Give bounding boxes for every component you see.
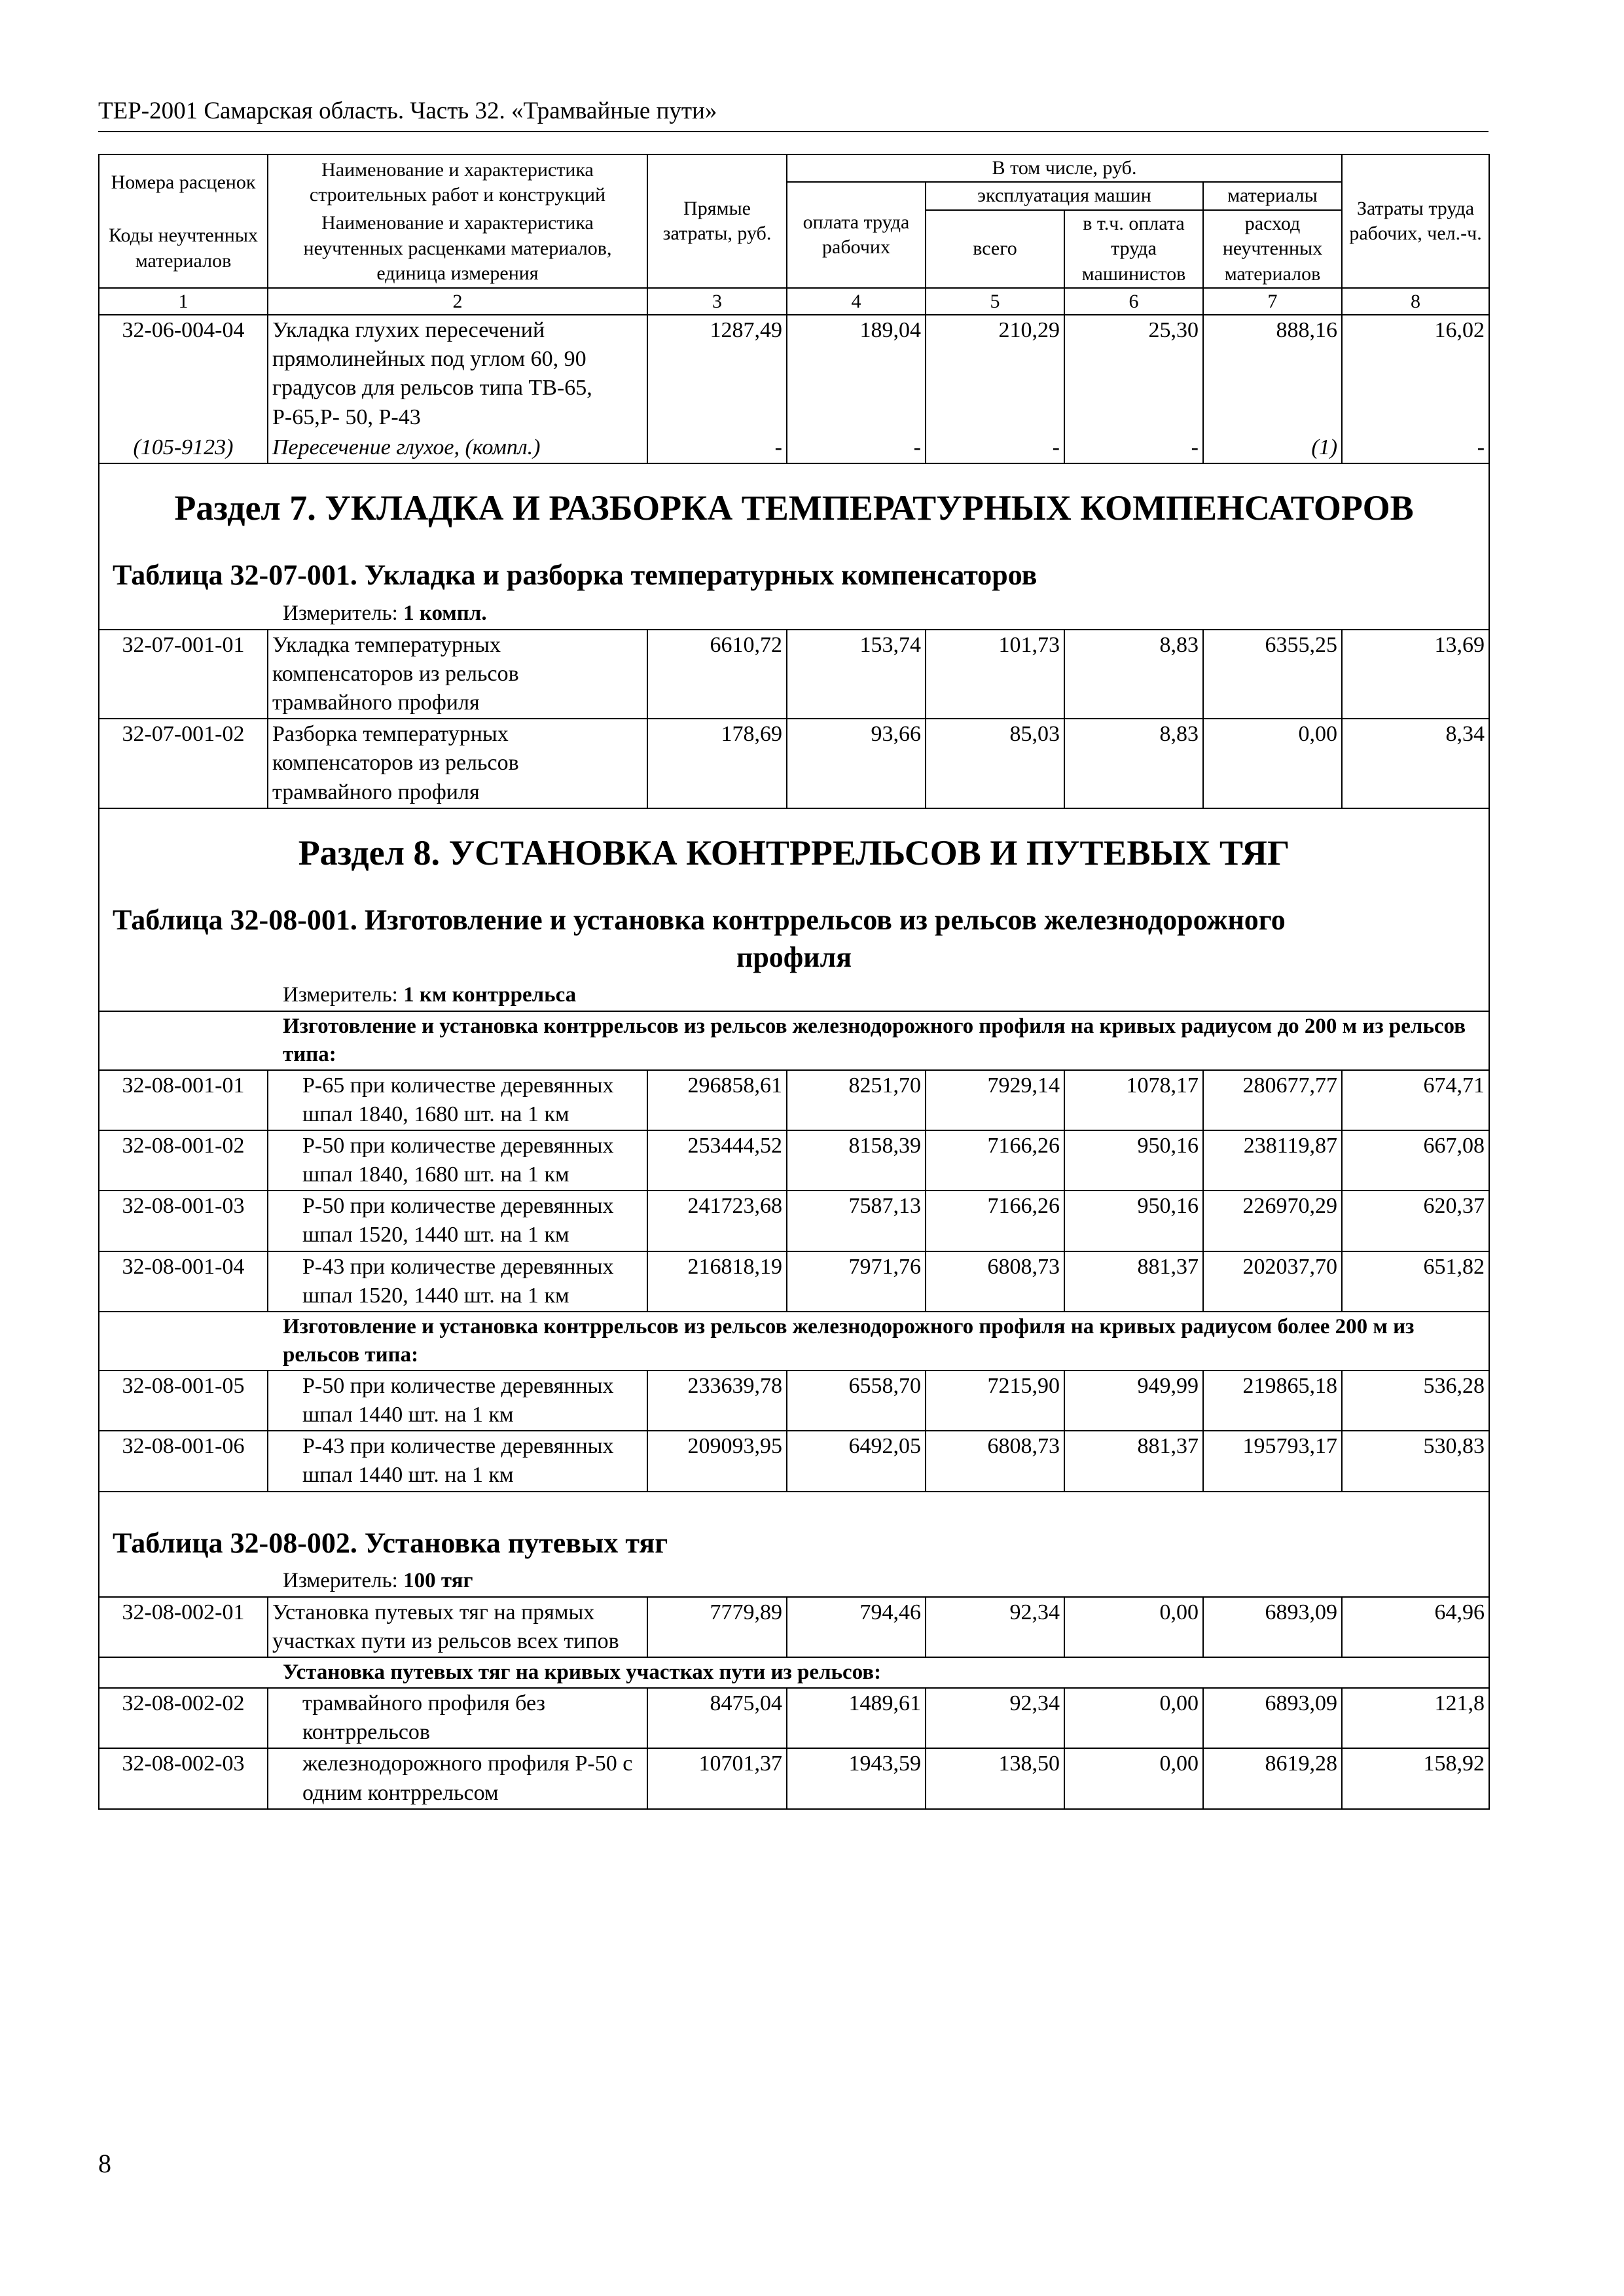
row-value: 949,99 xyxy=(1064,1371,1203,1431)
row-name: Р-43 при количестве деревянных шпал 1440 шт. на 1 км xyxy=(268,1431,647,1491)
row-value: 6808,73 xyxy=(926,1251,1064,1312)
row-name: трамвайного профиля без контррельсов xyxy=(268,1688,647,1748)
col-head-materials: материалы xyxy=(1203,182,1342,209)
col-head-direct-costs: Прямые затраты, руб. xyxy=(647,154,787,288)
table-title-line1: Таблица 32-08-001. Изготовление и установка контррельсов из рельсов железнодорожного xyxy=(113,904,1286,937)
row-value: 101,73 xyxy=(926,630,1064,719)
row-value: 296858,61 xyxy=(647,1070,787,1130)
measure-row xyxy=(99,598,1489,630)
row-value: 8619,28 xyxy=(1203,1748,1342,1808)
col-num-5: 5 xyxy=(926,288,1064,315)
col-head-name-top: Наименование и характеристика строительных работ и конструкций xyxy=(268,154,647,210)
row-value: 6355,25 xyxy=(1203,630,1342,719)
col-num-6: 6 xyxy=(1064,288,1203,315)
row-value: 238119,87 xyxy=(1203,1130,1342,1191)
col-head-including: В том числе, руб. xyxy=(787,154,1342,182)
row-value: 64,96 xyxy=(1342,1597,1489,1657)
row-value: 92,34 xyxy=(926,1597,1064,1657)
measure-label: Измеритель: xyxy=(283,1568,398,1592)
table-row xyxy=(99,1748,1489,1808)
table-row xyxy=(99,1597,1489,1657)
row-value: 8,83 xyxy=(1064,719,1203,808)
row-value: 233639,78 xyxy=(647,1371,787,1431)
row-value: 8,83 xyxy=(1064,630,1203,719)
row-value: 1943,59 xyxy=(787,1748,926,1808)
row-value: 92,34 xyxy=(926,1688,1064,1748)
row-code: 32-08-001-02 xyxy=(99,1130,268,1191)
group-header: Изготовление и установка контррельсов из рельсов железнодорожного профиля на кривых радиусом до 200 м из рельсов типа: xyxy=(99,1011,1489,1070)
material-value: - xyxy=(647,433,787,463)
row-value: 620,37 xyxy=(1342,1191,1489,1251)
material-value: (1) xyxy=(1203,433,1342,463)
table-row xyxy=(99,719,1489,808)
row-value: 158,92 xyxy=(1342,1748,1489,1808)
row-value: 8475,04 xyxy=(647,1688,787,1748)
row-value: 7929,14 xyxy=(926,1070,1064,1130)
row-name: Р-50 при количестве деревянных шпал 1520, 1440 шт. на 1 км xyxy=(268,1191,647,1251)
header-rule xyxy=(98,131,1489,132)
row-name: Установка путевых тяг на прямых участках пути из рельсов всех типов xyxy=(268,1597,647,1657)
row-code: 32-08-001-05 xyxy=(99,1371,268,1431)
row-value: 6558,70 xyxy=(787,1371,926,1431)
material-code: (105-9123) xyxy=(99,433,268,463)
col-num-2: 2 xyxy=(268,288,647,315)
row-value: 209093,95 xyxy=(647,1431,787,1491)
row-code: 32-08-001-03 xyxy=(99,1191,268,1251)
running-header: ТЕР-2001 Самарская область. Часть 32. «Трамвайные пути» xyxy=(98,98,717,124)
row-code: 32-07-001-02 xyxy=(99,719,268,808)
row-name: Укладка температурных компенсаторов из рельсов трамвайного профиля xyxy=(268,630,647,719)
measure-row xyxy=(99,980,1489,1011)
measure-label: Измеритель: xyxy=(283,982,398,1007)
row-value: 881,37 xyxy=(1064,1251,1203,1312)
col-head-unaccounted-materials: расход неучтенных материалов xyxy=(1203,210,1342,288)
col-num-8: 8 xyxy=(1342,288,1489,315)
table-row xyxy=(99,1371,1489,1431)
row-value: 536,28 xyxy=(1342,1371,1489,1431)
row-value: 0,00 xyxy=(1064,1688,1203,1748)
measure-label: Измеритель: xyxy=(283,601,398,625)
row-value: 226970,29 xyxy=(1203,1191,1342,1251)
material-row xyxy=(99,433,1489,463)
row-value: 189,04 xyxy=(787,315,926,433)
row-value: 0,00 xyxy=(1064,1748,1203,1808)
row-value: 881,37 xyxy=(1064,1431,1203,1491)
row-name: Р-50 при количестве деревянных шпал 1440 шт. на 1 км xyxy=(268,1371,647,1431)
row-value: 530,83 xyxy=(1342,1431,1489,1491)
table-title-line2: профиля xyxy=(736,941,852,973)
col-head-operator-wages: в т.ч. оплата труда машинистов xyxy=(1064,210,1203,288)
row-name: Р-43 при количестве деревянных шпал 1520, 1440 шт. на 1 км xyxy=(268,1251,647,1312)
row-value: 7166,26 xyxy=(926,1130,1064,1191)
row-value: 651,82 xyxy=(1342,1251,1489,1312)
measure-row xyxy=(99,1566,1489,1597)
row-value: 7779,89 xyxy=(647,1597,787,1657)
table-row xyxy=(99,630,1489,719)
row-value: 0,00 xyxy=(1064,1597,1203,1657)
row-code: 32-08-001-04 xyxy=(99,1251,268,1312)
table-row xyxy=(99,1070,1489,1130)
col-num-3: 3 xyxy=(647,288,787,315)
row-name: Укладка глухих пересечений прямолинейных под углом 60, 90 градусов для рельсов типа ТВ-65, Р-65,Р- 50, Р-43 xyxy=(268,315,647,433)
table-row xyxy=(99,1191,1489,1251)
row-code: 32-08-002-02 xyxy=(99,1688,268,1748)
section-8-title: Раздел 8. УСТАНОВКА КОНТРРЕЛЬСОВ И ПУТЕВЫХ ТЯГ xyxy=(99,808,1489,897)
material-value: - xyxy=(926,433,1064,463)
row-value: 13,69 xyxy=(1342,630,1489,719)
row-value: 121,8 xyxy=(1342,1688,1489,1748)
row-value: 253444,52 xyxy=(647,1130,787,1191)
row-code: 32-06-004-04 xyxy=(99,315,268,433)
row-name: Разборка температурных компенсаторов из рельсов трамвайного профиля xyxy=(268,719,647,808)
material-value: - xyxy=(1064,433,1203,463)
row-value: 7971,76 xyxy=(787,1251,926,1312)
row-name: Р-65 при количестве деревянных шпал 1840, 1680 шт. на 1 км xyxy=(268,1070,647,1130)
row-value: 7166,26 xyxy=(926,1191,1064,1251)
material-value: - xyxy=(787,433,926,463)
row-value: 6808,73 xyxy=(926,1431,1064,1491)
col-head-machines: эксплуатация машин xyxy=(926,182,1203,209)
row-value: 667,08 xyxy=(1342,1130,1489,1191)
row-value: 794,46 xyxy=(787,1597,926,1657)
price-table xyxy=(98,154,1490,1810)
measure-value: 1 компл. xyxy=(403,601,487,625)
row-value: 210,29 xyxy=(926,315,1064,433)
row-value: 888,16 xyxy=(1203,315,1342,433)
row-value: 0,00 xyxy=(1203,719,1342,808)
col-num-7: 7 xyxy=(1203,288,1342,315)
row-value: 7587,13 xyxy=(787,1191,926,1251)
measure-value: 1 км контррельса xyxy=(403,982,577,1007)
row-value: 202037,70 xyxy=(1203,1251,1342,1312)
row-value: 25,30 xyxy=(1064,315,1203,433)
row-value: 178,69 xyxy=(647,719,787,808)
table-row xyxy=(99,1688,1489,1748)
table-row xyxy=(99,1431,1489,1491)
page-number: 8 xyxy=(98,2149,111,2178)
group-header: Изготовление и установка контррельсов из рельсов железнодорожного профиля на кривых радиусом более 200 м из рельсов типа: xyxy=(99,1312,1489,1371)
group-header: Установка путевых тяг на кривых участках пути из рельсов: xyxy=(99,1657,1489,1688)
row-code: 32-07-001-01 xyxy=(99,630,268,719)
row-value: 93,66 xyxy=(787,719,926,808)
table-32-08-002-title: Таблица 32-08-002. Установка путевых тяг xyxy=(99,1520,1489,1566)
row-value: 195793,17 xyxy=(1203,1431,1342,1491)
material-name: Пересечение глухое, (компл.) xyxy=(268,433,647,463)
col-head-codes-bottom: Коды неучтенных материалов xyxy=(99,210,268,288)
row-value: 280677,77 xyxy=(1203,1070,1342,1130)
row-value: 950,16 xyxy=(1064,1191,1203,1251)
row-value: 216818,19 xyxy=(647,1251,787,1312)
row-value: 6492,05 xyxy=(787,1431,926,1491)
table-row xyxy=(99,1130,1489,1191)
row-value: 7215,90 xyxy=(926,1371,1064,1431)
row-name: железнодорожного профиля Р-50 с одним контррельсом xyxy=(268,1748,647,1808)
row-value: 6610,72 xyxy=(647,630,787,719)
row-value: 219865,18 xyxy=(1203,1371,1342,1431)
spacer xyxy=(99,1492,1489,1520)
table-32-07-001-title: Таблица 32-07-001. Укладка и разборка температурных компенсаторов xyxy=(99,552,1489,598)
row-code: 32-08-001-01 xyxy=(99,1070,268,1130)
material-value: - xyxy=(1342,433,1489,463)
table-row xyxy=(99,1251,1489,1312)
col-num-4: 4 xyxy=(787,288,926,315)
row-value: 1489,61 xyxy=(787,1688,926,1748)
row-value: 950,16 xyxy=(1064,1130,1203,1191)
row-value: 138,50 xyxy=(926,1748,1064,1808)
col-num-1: 1 xyxy=(99,288,268,315)
row-value: 153,74 xyxy=(787,630,926,719)
col-head-name-bottom: Наименование и характеристика неучтенных расценками материалов, единица измерения xyxy=(268,210,647,288)
row-value: 16,02 xyxy=(1342,315,1489,433)
row-code: 32-08-002-03 xyxy=(99,1748,268,1808)
row-value: 10701,37 xyxy=(647,1748,787,1808)
row-value: 8251,70 xyxy=(787,1070,926,1130)
row-name: Р-50 при количестве деревянных шпал 1840, 1680 шт. на 1 км xyxy=(268,1130,647,1191)
row-value: 6893,09 xyxy=(1203,1688,1342,1748)
row-code: 32-08-001-06 xyxy=(99,1431,268,1491)
col-head-wages: оплата труда рабочих xyxy=(787,182,926,288)
row-value: 674,71 xyxy=(1342,1070,1489,1130)
col-head-codes-top: Номера расценок xyxy=(99,154,268,210)
row-value: 1287,49 xyxy=(647,315,787,433)
col-head-machines-total: всего xyxy=(926,210,1064,288)
row-code: 32-08-002-01 xyxy=(99,1597,268,1657)
row-value: 8,34 xyxy=(1342,719,1489,808)
table-32-08-001-title xyxy=(99,897,1489,980)
section-7-title: Раздел 7. УКЛАДКА И РАЗБОРКА ТЕМПЕРАТУРНЫХ КОМПЕНСАТОРОВ xyxy=(99,463,1489,552)
measure-value: 100 тяг xyxy=(403,1568,473,1592)
col-head-labor-hours: Затраты труда рабочих, чел.-ч. xyxy=(1342,154,1489,288)
table-row xyxy=(99,315,1489,433)
row-value: 6893,09 xyxy=(1203,1597,1342,1657)
row-value: 85,03 xyxy=(926,719,1064,808)
row-value: 1078,17 xyxy=(1064,1070,1203,1130)
row-value: 241723,68 xyxy=(647,1191,787,1251)
row-value: 8158,39 xyxy=(787,1130,926,1191)
